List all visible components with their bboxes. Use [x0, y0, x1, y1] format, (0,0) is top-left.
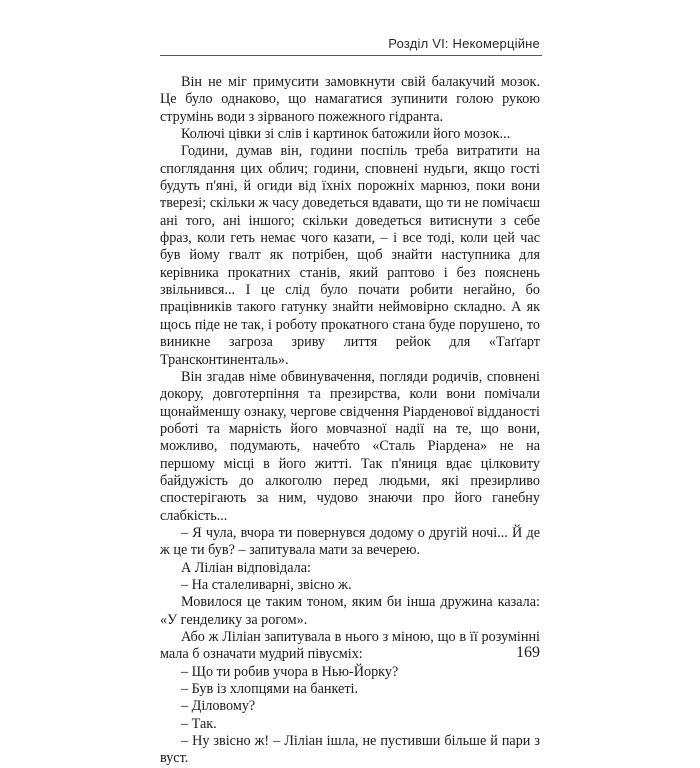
paragraph: Колючі цівки зі слів і картинок батожили його мозок...: [181, 126, 511, 143]
paragraph: – Був із хлопцями на банкеті.: [181, 681, 359, 698]
paragraph: Він не міг примусити замовкнути свій балакучий мозок. Це було однаково, що намагатися зупинити голою рукою струмінь води з зірваного пожежного гідранта.: [160, 74, 540, 125]
header-rule: [160, 55, 542, 56]
paragraph: – На сталеливарні, звісно ж.: [181, 576, 352, 593]
paragraph: – Ну звісно ж! – Ліліан ішла, не пустивши більше й пари з вуст.: [160, 733, 540, 767]
paragraph: – Так.: [181, 715, 217, 732]
paragraph: Години, думав він, години поспіль треба витратити на споглядання цих облич; години, сповнені нудьги, якщо гості будуть п'яні, й огиди від їхніх порожніх марнюз, поки вони тверезі; скільки ж часу доведеться вдавати, що ти не помічаєш ані того, ані іншого; скільки доведеться витиснути з себе фраз, коли геть немає чого казати, – і все тоді, коли цей час був йому гвалт як потрібен, щоб знайти наступника для керівника прокатних станів, який раптово і без пояснень звільнився... І це слід було почати робити негайно, бо працівників такого гатунку знайти неймовірно складно. А як щось піде не так, і роботу прокатного стана буде порушено, то виникне загроза зриву лиття рейок для «Таґґарт Трансконтиненталь».: [160, 143, 540, 368]
paragraph: А Ліліан відповідала:: [181, 559, 311, 576]
paragraph: – Діловому?: [181, 698, 256, 715]
paragraph: Він згадав німе обвинувачення, погляди родичів, сповнені докору, довготерпіння та презирства, коли вони помічали щонайменшу ознаку, чергове свідчення Ріарденової відданості роботі та марність його мовчазної надії на те, що вони, можливо, подумають, начебто «Сталь Ріардена» не на першому місці в його житті. Так п'яниця вдає цілковиту байдужість до алкоголю перед людьми, які презирливо спостерігають за ним, чудово знаючи про його ганебну слабкість...: [160, 368, 540, 524]
page-number: 169: [516, 644, 540, 661]
paragraph: – Що ти робив учора в Нью-Йорку?: [181, 663, 399, 680]
running-head: Розділ VI: Некомерційне: [388, 36, 540, 51]
paragraph: – Я чула, вчора ти повернувся додому о другій ночі... Й де ж це ти був? – запитувала мати за вечерею.: [160, 524, 540, 559]
body-text: [160, 74, 540, 768]
paragraph: Або ж Ліліан запитувала в нього з міною, що в її розумінні мала б означати мудрий півусміх:: [160, 629, 540, 663]
paragraph: Мовилося це таким тоном, яким би інша дружина казала: «У генделику за рогом».: [160, 594, 540, 628]
